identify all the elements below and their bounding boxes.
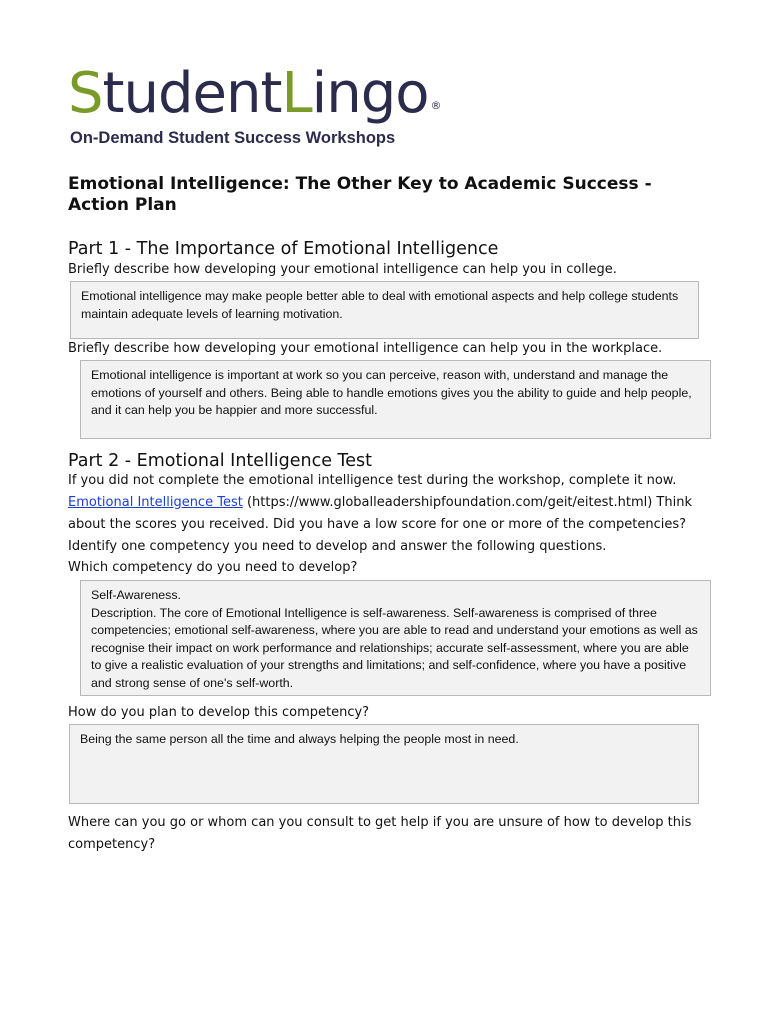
part2-question-plan: How do you plan to develop this competency? [68,705,370,720]
part1-answer-workplace[interactable]: Emotional intelligence is important at work so you can perceive, reason with, understand and manage the emotions of yourself and others. Being able to handle emotions gives you the ability to guide and help people, and it can help you be happier and more successful. [80,360,711,439]
logo-tagline: On-Demand Student Success Workshops [70,129,396,147]
emotional-intelligence-test-link[interactable]: Emotional Intelligence Test [68,495,243,510]
logo-letter-l: L [281,61,312,126]
part2-answer-competency[interactable] [80,580,711,696]
registered-mark: ® [430,99,441,112]
part1-heading: Part 1 - The Importance of Emotional Intelligence [68,239,499,259]
test-url-text: (https://www.globalleadershipfoundation.com/geit/eitest.html) Think about the scores you received. Did you have a low score for one or more of the competencies? [68,495,692,532]
part2-identify-instruction: Identify one competency you need to develop and answer the following questions. [68,539,607,554]
studentlingo-logo [68,62,488,148]
part2-question-help: Where can you go or whom can you consult to get help if you are unsure of how to develop this competency? [68,815,692,852]
part1-answer-college[interactable]: Emotional intelligence may make people better able to deal with emotional aspects and help college students maintain adequate levels of learning motivation. [70,281,699,339]
part1-question-workplace: Briefly describe how developing your emotional intelligence can help you in the workplace. [68,341,663,356]
part1-question-college: Briefly describe how developing your emotional intelligence can help you in college. [68,262,617,277]
logo-wordmark [68,62,488,126]
part2-intro: If you did not complete the emotional intelligence test during the workshop, complete it now. [68,473,677,488]
document-title: Emotional Intelligence: The Other Key to Academic Success - Action Plan [68,174,652,215]
competency-name: Self-Awareness. [91,588,181,602]
part2-question-competency: Which competency do you need to develop? [68,560,358,575]
part2-heading: Part 2 - Emotional Intelligence Test [68,451,373,471]
part2-answer-plan[interactable]: Being the same person all the time and always helping the people most in need. [69,724,699,804]
part2-test-paragraph [68,492,708,536]
competency-description: Description. The core of Emotional Intelligence is self-awareness. Self-awareness is comprised of three competencies; emotional self-awareness, where you are able to read and understand your emotions as well as recognise their impact on work performance and relationships; accurate self-assessment, where you are able to give a realistic evaluation of your strengths and limitations; and self-confidence, where you have a positive and strong sense of one's self-worth. [91,605,698,690]
logo-letter-s: S [68,61,103,126]
logo-text-ingo: ingo [311,61,429,126]
logo-text-tudent: tudent [102,61,282,126]
